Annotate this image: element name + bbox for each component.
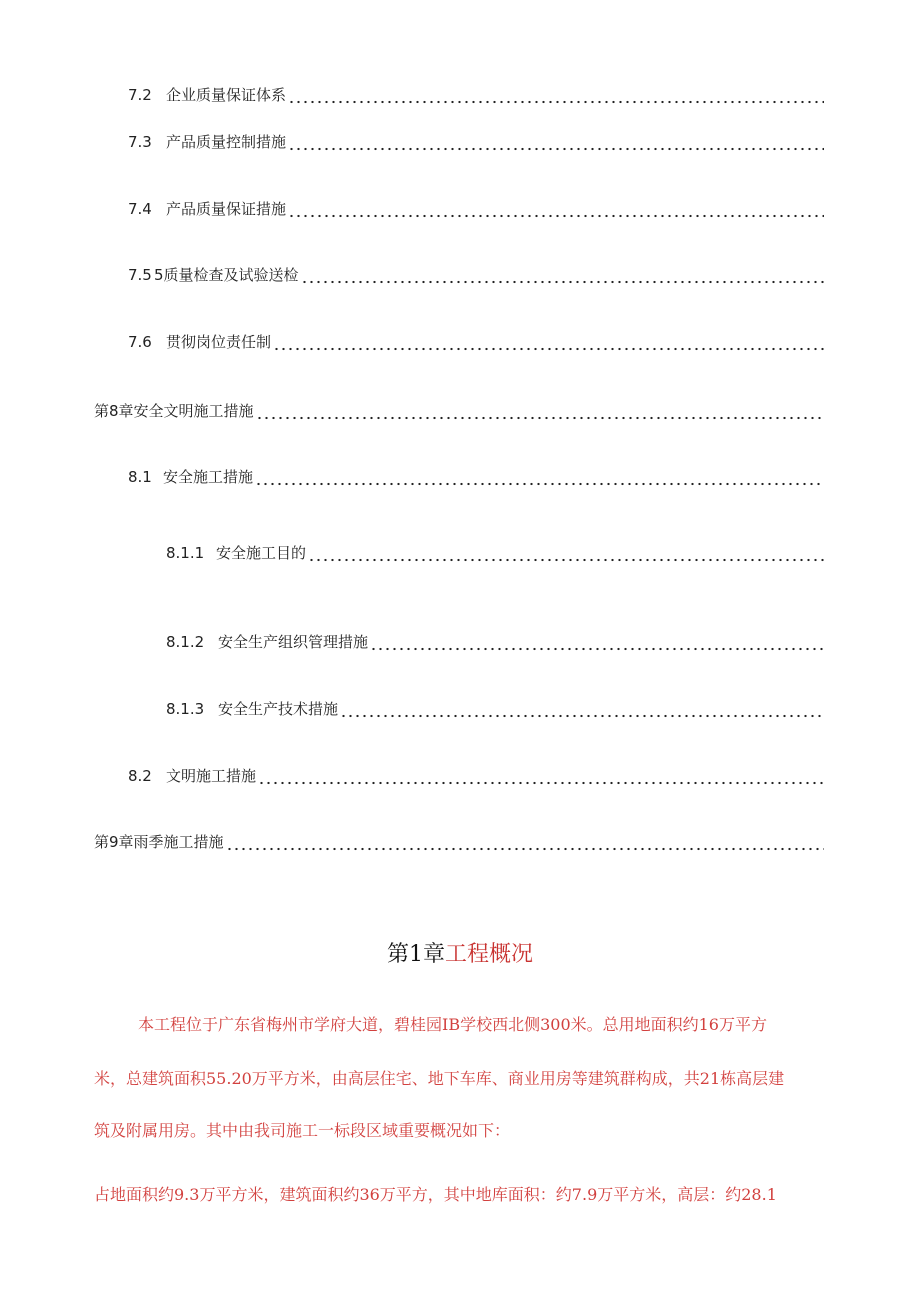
toc-title: 产品质量保证措施 (166, 200, 287, 218)
toc-number: 8.1.2 (166, 633, 205, 651)
toc-entry-8-1-3[interactable] (166, 696, 824, 718)
body-line-2: 米，总建筑面积55.20万平方米，由高层住宅、地下车库、商业用房等建筑群构成，共21栋高层建 (94, 1069, 785, 1088)
toc-number: 7.2 (128, 86, 152, 104)
toc-entry-7-2[interactable] (128, 82, 824, 104)
toc-entry-7-5[interactable] (128, 262, 824, 284)
toc-title: 安全生产技术措施 (218, 700, 339, 718)
toc-leader (256, 406, 824, 420)
toc-title: 第8章安全文明施工措施 (94, 402, 254, 420)
toc-entry-7-3[interactable] (128, 129, 824, 151)
toc-leader (255, 472, 824, 486)
toc-leader (258, 771, 824, 785)
toc-entry-8-2[interactable] (128, 763, 824, 785)
toc-entry-8-1-1[interactable] (166, 540, 824, 562)
toc-number: 7.4 (128, 200, 152, 218)
toc-title: 安全施工目的 (216, 544, 307, 562)
body-line-1: 本工程位于广东省梅州市学府大道，碧桂园IB学校西北侧300米。总用地面积约16万平方 (138, 1015, 767, 1034)
toc-leader (288, 204, 824, 218)
chapter-title: 工程概况 (444, 942, 533, 967)
toc-title: 贯彻岗位责任制 (166, 333, 272, 351)
toc-title: 产品质量控制措施 (166, 133, 287, 151)
toc-number: 7.5 (128, 266, 152, 284)
toc-number: 7.3 (128, 133, 152, 151)
toc-leader (288, 137, 824, 151)
toc-number: 8.1.1 (166, 544, 205, 562)
toc-entry-7-6[interactable] (128, 329, 824, 351)
toc-entry-chapter-9[interactable] (94, 829, 824, 851)
toc-entry-8-1-2[interactable] (166, 629, 824, 651)
toc-number: 8.1.3 (166, 700, 205, 718)
toc-number: 8.2 (128, 767, 152, 785)
toc-entry-8-1[interactable] (128, 464, 824, 486)
toc-leader (288, 90, 824, 104)
toc-entry-chapter-8[interactable] (94, 398, 824, 420)
toc-title: 安全生产组织管理措施 (218, 633, 369, 651)
toc-title: 5质量检查及试验送检 (154, 266, 299, 284)
toc-leader (301, 270, 824, 284)
toc-leader (226, 837, 824, 851)
toc-leader (273, 337, 824, 351)
toc-title: 第9章雨季施工措施 (94, 833, 224, 851)
toc-number: 7.6 (128, 333, 152, 351)
body-line-4: 占地面积约9.3万平方米，建筑面积约36万平方，其中地库面积：约7.9万平方米，高层：约28.1 (94, 1185, 777, 1204)
chapter-number: 第1章 (386, 942, 445, 967)
body-line-3: 筑及附属用房。其中由我司施工一标段区域重要概况如下： (94, 1121, 511, 1140)
toc-leader (370, 637, 824, 651)
toc-entry-7-4[interactable] (128, 196, 824, 218)
toc-number: 8.1 (128, 468, 152, 486)
toc-title: 安全施工措施 (163, 468, 254, 486)
toc-leader (308, 548, 824, 562)
chapter-heading (0, 940, 920, 970)
toc-title: 文明施工措施 (166, 767, 257, 785)
toc-leader (340, 704, 824, 718)
toc-title: 企业质量保证体系 (166, 86, 287, 104)
